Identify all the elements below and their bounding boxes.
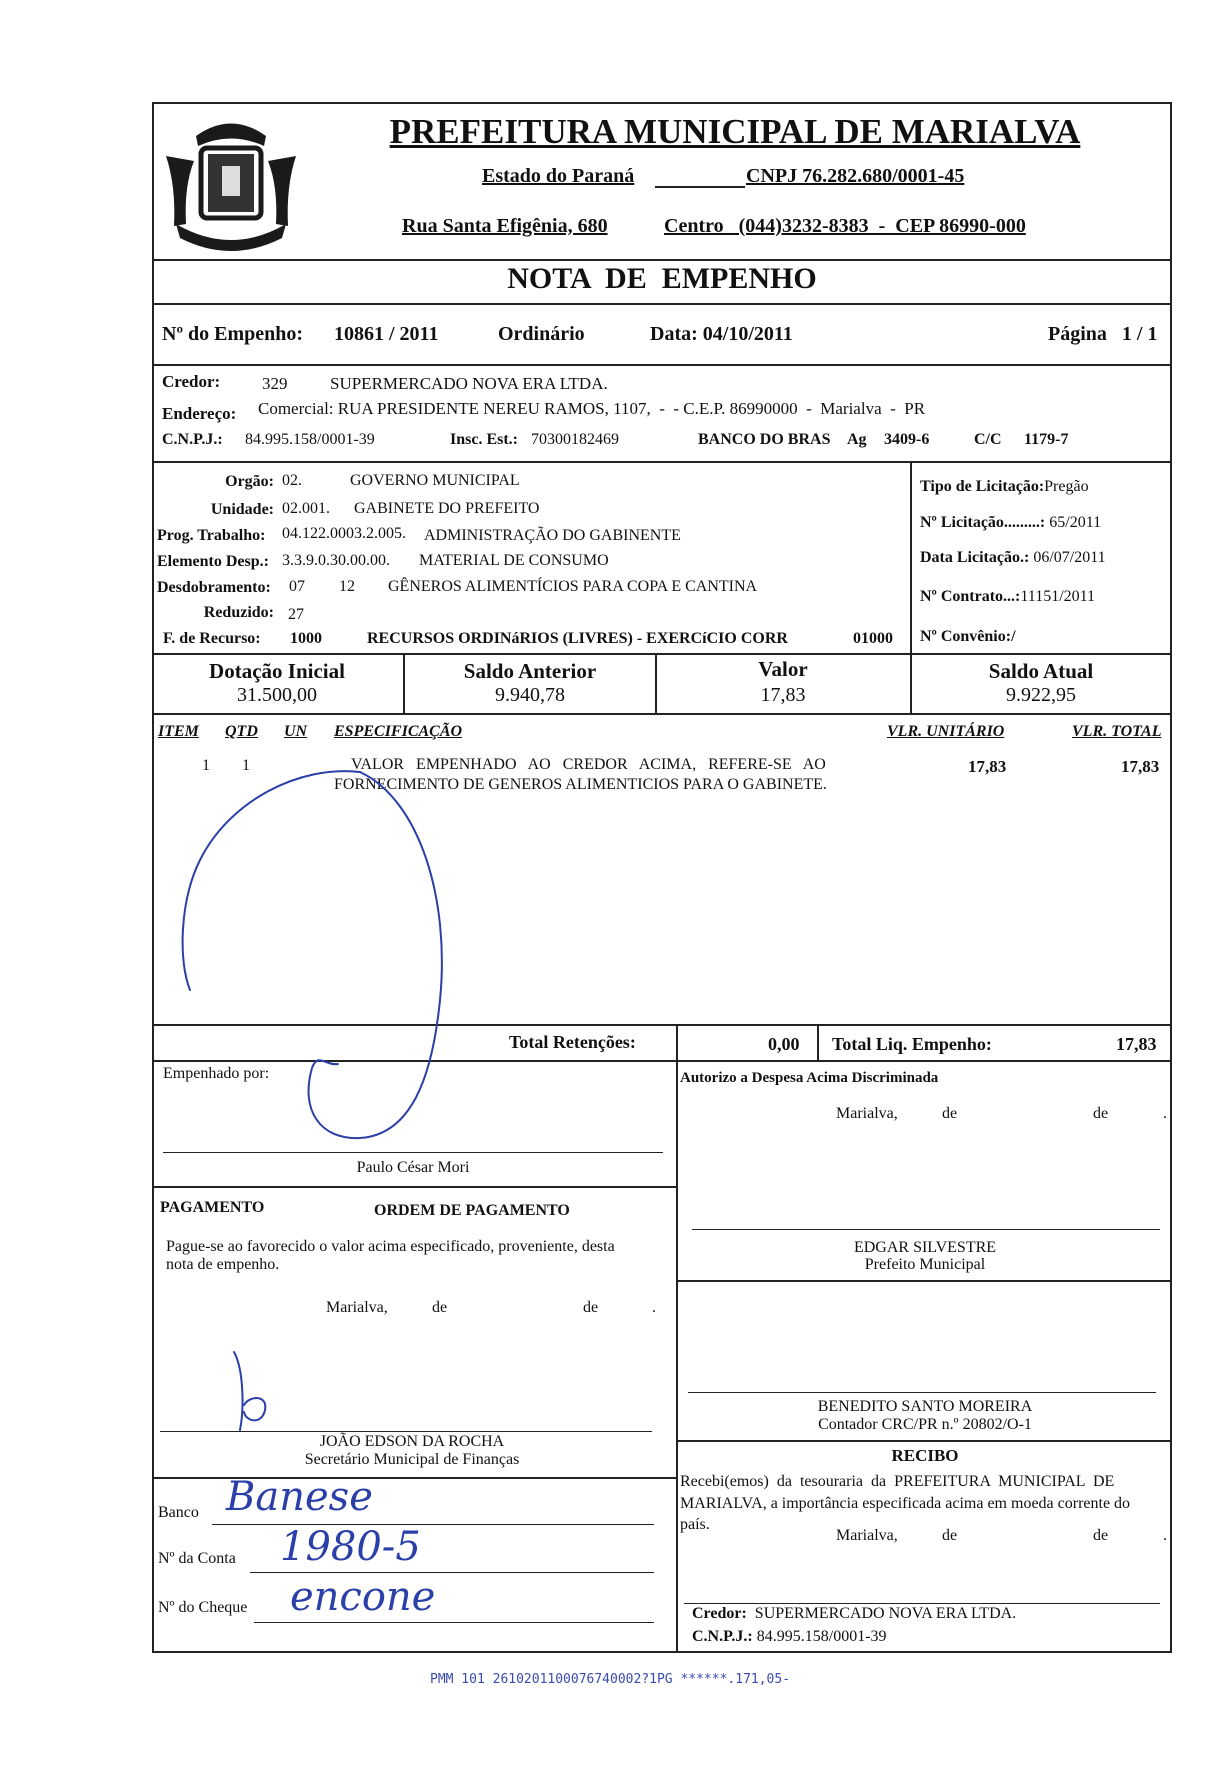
licitacao-date-label: Data Licitação.: (920, 549, 1030, 566)
footer-code: PMM 101 2610201100076740002?1PG ******.171,05- (430, 1672, 791, 1687)
empenho-type: Ordinário (498, 323, 585, 345)
credor-address: Comercial: RUA PRESIDENTE NEREU RAMOS, 1107, - - C.E.P. 86990000 - Marialva - PR (258, 399, 926, 418)
col-item: ITEM (158, 723, 199, 740)
cnpj-label: C.N.P.J.: (162, 431, 223, 448)
mayor-name: EDGAR SILVESTRE (853, 1239, 997, 1256)
prog-label: Prog. Trabalho: (157, 527, 266, 544)
autorizo-dot: . (1163, 1105, 1167, 1122)
autorizo-de1: de (942, 1105, 958, 1122)
ag-value: 3409-6 (884, 431, 930, 448)
unidade-code: 02.001. (282, 500, 330, 517)
credor-code: 329 (262, 374, 288, 393)
desd-name: GÊNEROS ALIMENTÍCIOS PARA COPA E CANTINA (388, 578, 758, 595)
recibo-credor-name: SUPERMERCADO NOVA ERA LTDA. (754, 1605, 1017, 1622)
secretary-name: JOÃO EDSON DA ROCHA (319, 1433, 505, 1450)
credor-label: Credor: (162, 372, 221, 391)
elem-label: Elemento Desp.: (157, 553, 269, 570)
valor-value: 17,83 (760, 684, 806, 706)
empenho-date: Data: 04/10/2011 (650, 323, 793, 345)
state-name: Estado do Paraná (482, 165, 635, 187)
licitacao-date-value: 06/07/2011 (1033, 549, 1106, 566)
item-total-value: 17,83 (1121, 757, 1160, 776)
bank-name: BANCO DO BRAS (698, 431, 831, 448)
page-number: Página 1 / 1 (1048, 323, 1158, 345)
pagamento-place: Marialva, (326, 1299, 388, 1316)
dotacao-value: 31.500,00 (237, 684, 317, 706)
pagamento-text2: nota de empenho. (166, 1256, 280, 1273)
fonte-name: RECURSOS ORDINáRIOS (LIVRES) - EXERCíCIO CORR (367, 630, 788, 647)
fonte-label: F. de Recurso: (163, 630, 261, 647)
fonte-code: 1000 (290, 630, 322, 647)
orgao-code: 02. (282, 472, 302, 489)
reduzido-code: 27 (288, 606, 304, 623)
city-hall-title: PREFEITURA MUNICIPAL DE MARIALVA (389, 112, 1081, 151)
col-especificacao: ESPECIFICAÇÃO (334, 723, 463, 740)
document-title: NOTA DE EMPENHO (507, 262, 817, 295)
cheque-label: Nº do Cheque (158, 1599, 248, 1616)
elem-name: MATERIAL DE CONSUMO (419, 552, 609, 569)
liquid-label: Total Liq. Empenho: (832, 1034, 992, 1054)
licitacao-number-value: 65/2011 (1049, 514, 1102, 531)
col-vlr-unitario: VLR. UNITÁRIO (887, 723, 1005, 740)
saldo-anterior-value: 9.940,78 (495, 684, 565, 706)
retencoes-label: Total Retenções: (509, 1032, 636, 1052)
recibo-cnpj-value: 84.995.158/0001-39 (756, 1628, 887, 1645)
ag-label: Ag (847, 431, 867, 448)
mayor-role: Prefeito Municipal (864, 1256, 986, 1273)
credor-cnpj: 84.995.158/0001-39 (245, 431, 375, 448)
autorizo-place: Marialva, (836, 1105, 898, 1122)
banco-handwriting: Banese (226, 1474, 373, 1520)
recibo-place: Marialva, (836, 1527, 898, 1544)
recibo-cnpj-label: C.N.P.J.: (692, 1628, 753, 1645)
item-number: 1 (202, 757, 210, 774)
orgao-name: GOVERNO MUNICIPAL (350, 472, 520, 489)
empenho-number: 10861 / 2011 (334, 323, 439, 345)
liquid-value: 17,83 (1116, 1034, 1157, 1054)
cc-label: C/C (974, 431, 1002, 448)
fonte-code2: 01000 (853, 630, 893, 647)
empenhado-name: Paulo César Mori (356, 1159, 470, 1176)
secretary-role: Secretário Municipal de Finanças (304, 1451, 520, 1468)
cheque-handwriting: encone (290, 1574, 436, 1620)
contrato-label: Nº Contrato...: (920, 588, 1021, 605)
contrato-value: 11151/2011 (1020, 588, 1096, 605)
city-contact: Centro (044)3232-8383 - CEP 86990-000 (664, 215, 1026, 237)
recibo-title: RECIBO (891, 1446, 959, 1465)
ordem-pagamento-title: ORDEM DE PAGAMENTO (374, 1202, 570, 1219)
desd-code2: 12 (339, 578, 355, 595)
col-vlr-total: VLR. TOTAL (1072, 723, 1162, 740)
credor-name: SUPERMERCADO NOVA ERA LTDA. (330, 374, 608, 393)
desd-label: Desdobramento: (157, 579, 271, 596)
unidade-label: Unidade: (210, 501, 274, 518)
empenhado-label: Empenhado por: (163, 1065, 270, 1082)
convenio-number: Nº Convênio:/ (920, 628, 1016, 645)
accountant-name: BENEDITO SANTO MOREIRA (817, 1398, 1033, 1415)
insc-value: 70300182469 (531, 431, 619, 448)
prog-code: 04.122.0003.2.005. (282, 525, 406, 542)
item-spec-line1: VALOR EMPENHADO AO CREDOR ACIMA, REFERE-SE AO (351, 756, 826, 773)
licitacao-type-value: Pregão (1044, 478, 1089, 495)
dotacao-label: Dotação Inicial (209, 659, 345, 683)
orgao-label: Orgão: (225, 473, 274, 490)
desd-code1: 07 (289, 578, 305, 595)
address-label: Endereço: (162, 404, 237, 423)
pagamento-label: PAGAMENTO (160, 1199, 265, 1216)
recibo-credor-label: Credor: (692, 1605, 747, 1622)
licitacao-number-label: Nº Licitação.........: (920, 514, 1046, 531)
saldo-anterior-label: Saldo Anterior (463, 659, 597, 683)
recibo-de2: de (1093, 1527, 1109, 1544)
pagamento-de2: de (583, 1299, 599, 1316)
recibo-de1: de (942, 1527, 958, 1544)
item-spec-line2: FORNECIMENTO DE GENEROS ALIMENTICIOS PARA O GABINETE. (334, 776, 827, 793)
insc-label: Insc. Est.: (450, 431, 519, 448)
city-cnpj: CNPJ 76.282.680/0001-45 (746, 165, 965, 187)
unidade-name: GABINETE DO PREFEITO (354, 500, 540, 517)
pagamento-de1: de (432, 1299, 448, 1316)
conta-label: Nº da Conta (158, 1550, 236, 1567)
city-address: Rua Santa Efigênia, 680 (402, 215, 608, 237)
item-qtd: 1 (242, 757, 250, 774)
empenho-label: Nº do Empenho: (162, 323, 304, 345)
col-un: UN (284, 723, 308, 740)
recibo-text2: MARIALVA, a importância especificada acima em moeda corrente do (680, 1495, 1131, 1512)
prog-name: ADMINISTRAÇÃO DO GABINENTE (424, 527, 681, 544)
recibo-text1: Recebi(emos) da tesouraria da PREFEITURA MUNICIPAL DE (680, 1473, 1115, 1490)
recibo-dot: . (1163, 1527, 1167, 1544)
reduzido-label: Reduzido: (203, 604, 274, 621)
valor-label: Valor (758, 657, 808, 681)
accountant-role: Contador CRC/PR n.º 20802/O-1 (818, 1416, 1032, 1433)
banco-label: Banco (158, 1504, 199, 1521)
col-qtd: QTD (225, 723, 258, 740)
autorizo-label: Autorizo a Despesa Acima Discriminada (680, 1070, 939, 1086)
recibo-text3: país. (680, 1516, 710, 1533)
cc-value: 1179-7 (1024, 431, 1069, 448)
conta-handwriting: 1980-5 (280, 1524, 421, 1570)
licitacao-type-label: Tipo de Licitação: (920, 478, 1045, 495)
elem-code: 3.3.9.0.30.00.00. (282, 552, 390, 569)
saldo-atual-value: 9.922,95 (1006, 684, 1076, 706)
retencoes-value: 0,00 (768, 1034, 800, 1054)
autorizo-de2: de (1093, 1105, 1109, 1122)
item-unit-value: 17,83 (968, 757, 1007, 776)
pagamento-text1: Pague-se ao favorecido o valor acima especificado, proveniente, desta (166, 1238, 615, 1255)
saldo-atual-label: Saldo Atual (988, 659, 1094, 683)
pagamento-dot: . (652, 1299, 656, 1316)
